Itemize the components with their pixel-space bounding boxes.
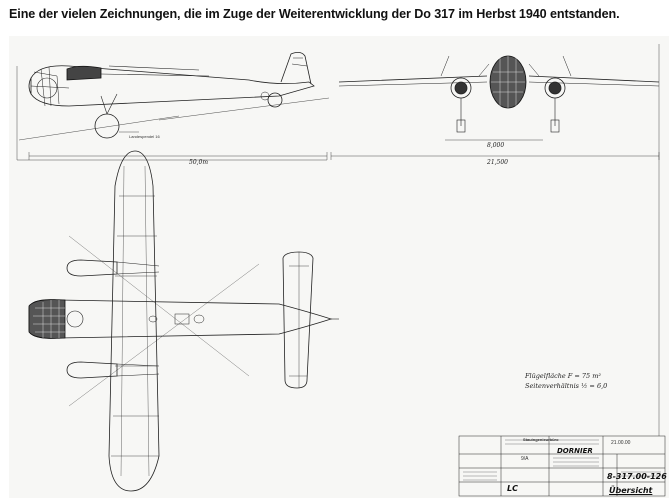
title-block-header: Stauingenieurbüro xyxy=(523,437,559,442)
title-block-view-title: Übersicht xyxy=(609,486,653,495)
side-view xyxy=(17,52,329,160)
wing-area-note: Flügelfläche F = 75 m² xyxy=(525,372,602,380)
aircraft-drawing xyxy=(9,36,669,498)
title-block-rev: 9/A xyxy=(521,456,529,462)
title-block-company: DORNIER xyxy=(557,447,593,455)
dimension-label-span-left: 50,0m xyxy=(189,159,209,166)
dimension-label-front: 8,000 xyxy=(487,142,505,149)
title-block-sheet-code: 21.00.00 xyxy=(611,440,631,446)
front-view xyxy=(339,56,659,132)
dimension-label-span-right: 21,500 xyxy=(487,159,508,166)
figure-caption: Eine der vielen Zeichnungen, die im Zuge der Weiterentwicklung der Do 317 im Herbst 1940 entstanden. xyxy=(9,7,620,21)
technical-drawing-sheet xyxy=(9,36,669,498)
side-view-note: Landespendel 16 xyxy=(129,134,160,139)
plan-view xyxy=(29,151,339,491)
title-block-drawing-number: 8-317.00-126 xyxy=(607,472,667,481)
title-block-initials: LC xyxy=(507,484,518,493)
aspect-ratio-note: Seitenverhältnis ½ = 6,0 xyxy=(525,382,608,390)
